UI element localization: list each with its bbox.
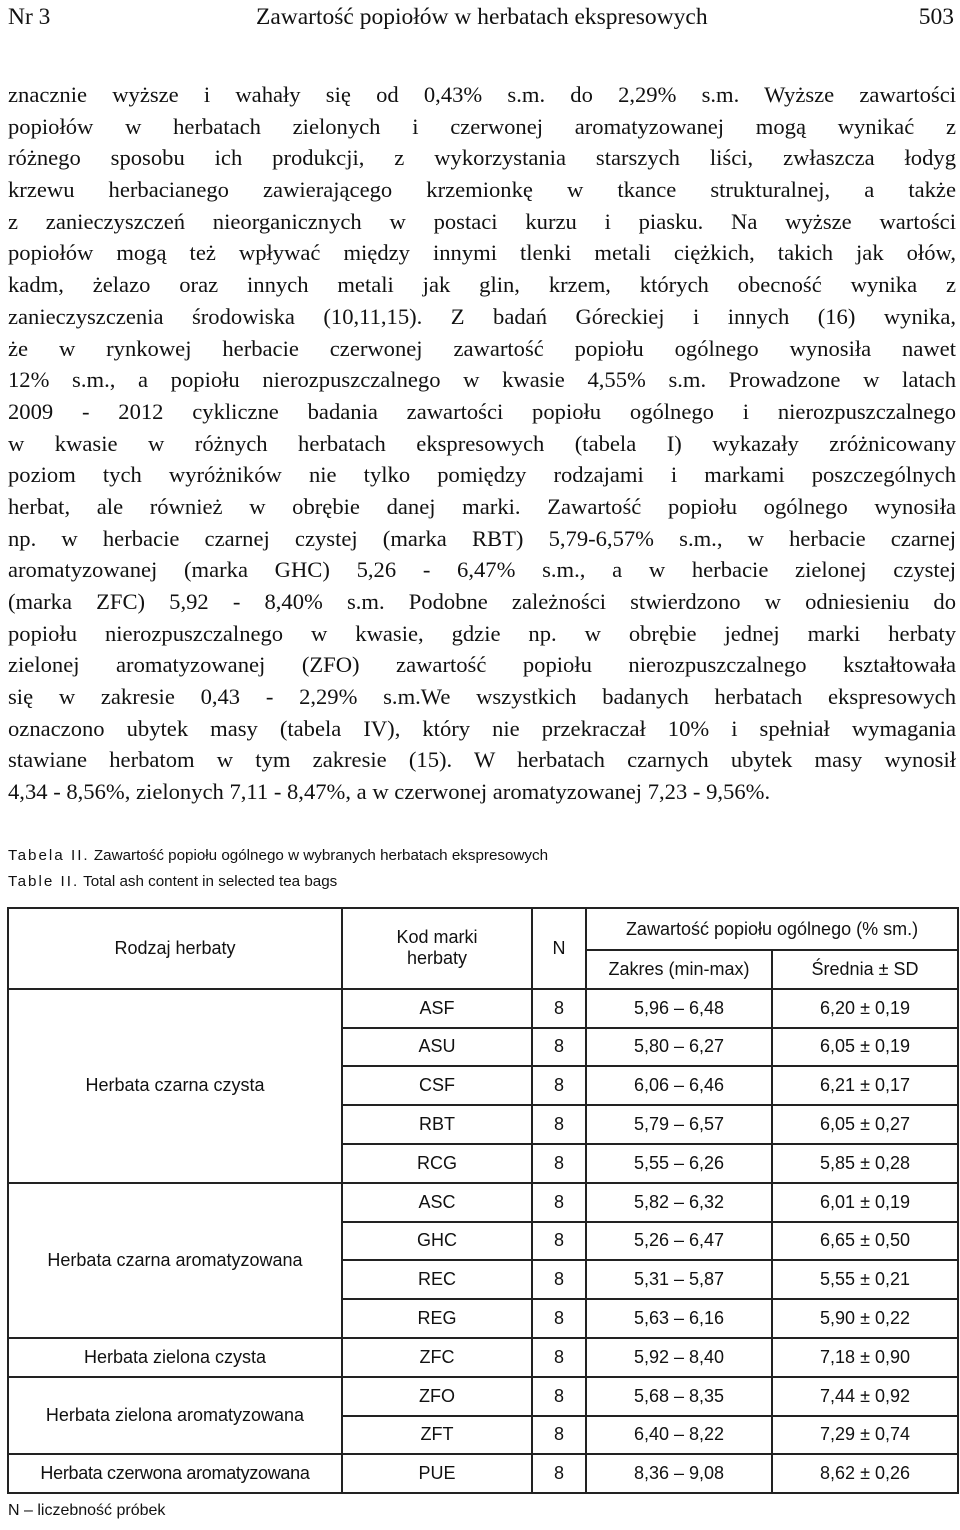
header-n: N (532, 908, 586, 989)
body-line: popiołów mogą też wpływać między innymi tlenki metali ciężkich, takich jak ołów, (8, 240, 956, 266)
caption-text: Total ash content in selected tea bags (83, 873, 338, 890)
range-cell: 5,79 – 6,57 (586, 1105, 772, 1144)
mean-cell: 6,21 ± 0,17 (772, 1066, 958, 1105)
brand-code-cell: CSF (342, 1066, 532, 1105)
page-number: 503 (918, 4, 954, 30)
mean-cell: 5,90 ± 0,22 (772, 1299, 958, 1338)
body-line: aromatyzowanej (marka GHC) 5,26 - 6,47% s.m., a w herbacie zielonej czystej (8, 557, 956, 583)
tea-type-cell: Herbata zielona aromatyzowana (8, 1377, 342, 1455)
body-line: znacznie wyższe i wahały się od 0,43% s.m. do 2,29% s.m. Wyższe zawartości (8, 82, 956, 107)
n-cell: 8 (532, 1260, 586, 1299)
mean-cell: 6,05 ± 0,27 (772, 1105, 958, 1144)
header-type: Rodzaj herbaty (8, 908, 342, 989)
brand-code-cell: ZFC (342, 1338, 532, 1377)
table-caption-pl (8, 845, 958, 867)
tea-type-cell: Herbata zielona czysta (8, 1338, 342, 1377)
brand-code-cell: REC (342, 1260, 532, 1299)
header-ash-group: Zawartość popiołu ogólnego (% sm.) (586, 908, 958, 950)
body-line: z zanieczyszczeń nieorganicznych w postaci kurzu i piasku. Na wyższe wartości (8, 208, 956, 234)
body-line: zanieczyszczenia środowiska (10,11,15). Z badań Góreckiej i innych (16) wynika, (8, 303, 956, 329)
body-line: np. w herbacie czarnej czystej (marka RBT) 5,79-6,57% s.m., w herbacie czarnej (8, 525, 956, 551)
body-line: się w zakresie 0,43 - 2,29% s.m.We wszystkich badanych herbatach ekspresowych (8, 684, 956, 710)
brand-code-cell: ZFO (342, 1377, 532, 1416)
brand-code-cell: PUE (342, 1454, 532, 1493)
range-cell: 5,96 – 6,48 (586, 989, 772, 1028)
range-cell: 5,55 – 6,26 (586, 1144, 772, 1183)
range-cell: 5,63 – 6,16 (586, 1299, 772, 1338)
tea-type-cell: Herbata czerwona aromatyzowana (8, 1454, 342, 1493)
caption-text: Zawartość popiołu ogólnego w wybranych herbatach ekspresowych (93, 847, 549, 864)
range-cell: 5,80 – 6,27 (586, 1028, 772, 1067)
n-cell: 8 (532, 1222, 586, 1261)
range-cell: 8,36 – 9,08 (586, 1454, 772, 1493)
body-line: (marka ZFC) 5,92 - 8,40% s.m. Podobne zależności stwierdzono w odniesieniu do (8, 589, 956, 614)
mean-cell: 8,62 ± 0,26 (772, 1454, 958, 1493)
caption-label: Table II. (8, 873, 80, 890)
journal-issue: Nr 3 (8, 4, 51, 30)
running-head (8, 0, 954, 34)
mean-cell: 6,20 ± 0,19 (772, 989, 958, 1028)
brand-code-cell: ZFT (342, 1416, 532, 1455)
n-cell: 8 (532, 1416, 586, 1455)
body-line: 2009 - 2012 cykliczne badania zawartości popiołu ogólnego i nierozpuszczalnego (8, 398, 956, 424)
body-line: stawiane herbatom w tym zakresie (15). W herbatach czarnych ubytek masy wynosił (8, 747, 956, 773)
body-line: kadm, żelazo oraz innych metali jak glin, krzem, których obecność wynika z (8, 272, 956, 298)
tea-type-cell: Herbata czarna czysta (8, 989, 342, 1183)
n-cell: 8 (532, 1028, 586, 1067)
n-cell: 8 (532, 1183, 586, 1222)
table-row (8, 1183, 958, 1222)
brand-code-cell: REG (342, 1299, 532, 1338)
table-row (8, 1377, 958, 1416)
range-cell: 5,92 – 8,40 (586, 1338, 772, 1377)
table-footnote: N – liczebność próbek (8, 1502, 166, 1519)
brand-code-cell: GHC (342, 1222, 532, 1261)
brand-code-cell: RBT (342, 1105, 532, 1144)
range-cell: 5,31 – 5,87 (586, 1260, 772, 1299)
body-line: 4,34 - 8,56%, zielonych 7,11 - 8,47%, a w czerwonej aromatyzowanej 7,23 - 9,56%. (8, 779, 771, 805)
header-range: Zakres (min-max) (586, 950, 772, 989)
mean-cell: 6,05 ± 0,19 (772, 1028, 958, 1067)
body-line: herbat, ale również w obrębie danej marki. Zawartość popiołu ogólnego wynosiła (8, 493, 956, 519)
header-brand-code: Kod marki herbaty (342, 908, 532, 989)
body-line: oznaczono ubytek masy (tabela IV), który nie przekraczał 10% i spełniał wymagania (8, 715, 956, 741)
n-cell: 8 (532, 1338, 586, 1377)
mean-cell: 7,44 ± 0,92 (772, 1377, 958, 1416)
n-cell: 8 (532, 1454, 586, 1493)
brand-code-cell: ASC (342, 1183, 532, 1222)
table-row (8, 1338, 958, 1377)
range-cell: 6,40 – 8,22 (586, 1416, 772, 1455)
mean-cell: 6,01 ± 0,19 (772, 1183, 958, 1222)
body-line: 12% s.m., a popiołu nierozpuszczalnego w kwasie 4,55% s.m. Prowadzone w latach (8, 367, 956, 393)
range-cell: 5,82 – 6,32 (586, 1183, 772, 1222)
header-mean: Średnia ± SD (772, 950, 958, 989)
n-cell: 8 (532, 1299, 586, 1338)
n-cell: 8 (532, 1377, 586, 1416)
body-line: różnego sposobu ich produkcji, z wykorzystania starszych liści, zwłaszcza łodyg (8, 145, 956, 171)
body-paragraph (8, 79, 956, 808)
brand-code-cell: ASU (342, 1028, 532, 1067)
n-cell: 8 (532, 1066, 586, 1105)
mean-cell: 7,18 ± 0,90 (772, 1338, 958, 1377)
body-line: popiołów w herbatach zielonych i czerwonej aromatyzowanej mogą wynikać z (8, 113, 956, 139)
table-caption-en (8, 871, 958, 893)
table-row (8, 989, 958, 1028)
body-line: w kwasie w różnych herbatach ekspresowych (tabela I) wykazały zróżnicowany (8, 430, 956, 456)
mean-cell: 6,65 ± 0,50 (772, 1222, 958, 1261)
body-line: zielonej aromatyzowanej (ZFO) zawartość popiołu nierozpuszczalnego kształtowała (8, 652, 956, 678)
body-line: poziom tych wyróżników nie tylko pomiędzy rodzajami i markami poszczególnych (8, 462, 956, 488)
brand-code-cell: RCG (342, 1144, 532, 1183)
running-title: Zawartość popiołów w herbatach ekspresowych (256, 4, 708, 30)
tea-type-cell: Herbata czarna aromatyzowana (8, 1183, 342, 1338)
n-cell: 8 (532, 1105, 586, 1144)
mean-cell: 5,55 ± 0,21 (772, 1260, 958, 1299)
range-cell: 5,68 – 8,35 (586, 1377, 772, 1416)
range-cell: 5,26 – 6,47 (586, 1222, 772, 1261)
body-line: krzewu herbacianego zawierającego krzemionkę w tkance strukturalnej, a także (8, 177, 956, 203)
n-cell: 8 (532, 1144, 586, 1183)
mean-cell: 7,29 ± 0,74 (772, 1416, 958, 1455)
caption-label: Tabela II. (8, 847, 90, 864)
table-row (8, 1454, 958, 1493)
mean-cell: 5,85 ± 0,28 (772, 1144, 958, 1183)
body-line: że w rynkowej herbacie czerwonej zawartość popiołu ogólnego wynosiła nawet (8, 335, 956, 361)
range-cell: 6,06 – 6,46 (586, 1066, 772, 1105)
ash-content-table (7, 907, 959, 1494)
brand-code-cell: ASF (342, 989, 532, 1028)
body-line: popiołu nierozpuszczalnego w kwasie, gdzie np. w obrębie jednej marki herbaty (8, 620, 956, 646)
n-cell: 8 (532, 989, 586, 1028)
